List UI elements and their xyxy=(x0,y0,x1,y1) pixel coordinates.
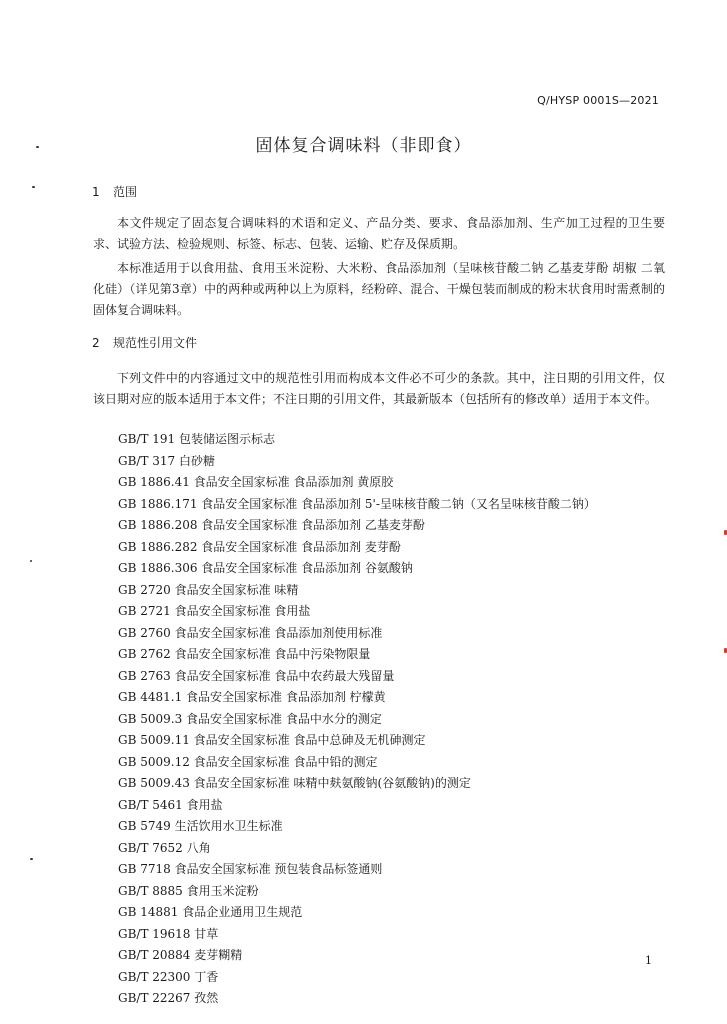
reference-item: GB 2760 食品安全国家标准 食品添加剂使用标准 xyxy=(118,625,383,640)
reference-item: GB/T 5461 食用盐 xyxy=(118,797,223,812)
reference-item: GB 5009.11 食品安全国家标准 食品中总砷及无机砷测定 xyxy=(118,733,426,747)
reference-item: GB 2763 食品安全国家标准 食品中农药最大残留量 xyxy=(118,668,395,683)
reference-item: GB 1886.41 食品安全国家标准 食品添加剂 黄原胶 xyxy=(118,475,394,489)
section-1-heading xyxy=(92,183,137,200)
reference-item: GB/T 19618 甘草 xyxy=(118,926,219,941)
scan-speck xyxy=(30,858,33,860)
reference-item: GB 5009.43 食品安全国家标准 味精中麸氨酸钠(谷氨酸钠)的测定 xyxy=(118,776,471,790)
document-title: 固体复合调味料（非即食） xyxy=(255,136,472,156)
reference-item: GB/T 7652 八角 xyxy=(118,840,211,855)
reference-item: GB 1886.208 食品安全国家标准 食品添加剂 乙基麦芽酚 xyxy=(118,518,425,532)
section-1-number: 1 xyxy=(92,185,100,199)
reference-item: GB 4481.1 食品安全国家标准 食品添加剂 柠檬黄 xyxy=(118,690,386,704)
section-2-number: 2 xyxy=(92,336,100,350)
reference-item: GB 1886.282 食品安全国家标准 食品添加剂 麦芽酚 xyxy=(118,539,401,554)
page-number: 1 xyxy=(645,954,652,967)
section-2-title: 规范性引用文件 xyxy=(113,336,198,350)
section-2-heading xyxy=(92,334,197,351)
scan-speck xyxy=(32,186,35,188)
reference-item: GB 1886.306 食品安全国家标准 食品添加剂 谷氨酸钠 xyxy=(118,561,413,575)
reference-item: GB/T 191 包装储运图示标志 xyxy=(118,432,275,446)
section-2-intro: 下列文件中的内容通过文中的规范性引用而构成本文件必不可少的条款。其中，注日期的引用文件，仅该日期对应的版本适用于本文件；不注日期的引用文件，其最新版本（包括所有的修改单）适用于本文件。 xyxy=(93,371,665,406)
reference-item: GB/T 22267 孜然 xyxy=(118,991,219,1005)
reference-item: GB/T 20884 麦芽糊精 xyxy=(118,948,243,962)
reference-list xyxy=(118,429,596,1010)
reference-item: GB 2721 食品安全国家标准 食用盐 xyxy=(118,604,311,618)
scan-speck xyxy=(36,146,39,148)
reference-item: GB/T 317 白砂糖 xyxy=(118,453,215,468)
reference-item: GB 1886.171 食品安全国家标准 食品添加剂 5'-呈味核苷酸二钠（又名呈味核苷酸二钠） xyxy=(118,496,596,511)
section-1-title: 范围 xyxy=(113,185,138,199)
section-1-paragraph-1: 本文件规定了固态复合调味料的术语和定义、产品分类、要求、食品添加剂、生产加工过程的卫生要求、试验方法、检验规则、标签、标志、包装、运输、贮存及保质期。 xyxy=(93,216,665,251)
reference-item: GB 2762 食品安全国家标准 食品中污染物限量 xyxy=(118,647,371,661)
document-code: Q/HYSP 0001S—2021 xyxy=(537,94,659,107)
reference-item: GB 2720 食品安全国家标准 味精 xyxy=(118,582,299,597)
reference-item: GB 7718 食品安全国家标准 预包装食品标签通则 xyxy=(118,862,383,876)
reference-item: GB 5749 生活饮用水卫生标准 xyxy=(118,819,283,833)
section-1-paragraph-2: 本标准适用于以食用盐、食用玉米淀粉、大米粉、食品添加剂（呈味核苷酸二钠 乙基麦芽酚 胡椒 二氧化硅）（详见第3章）中的两种或两种以上为原料，经粉碎、混合、干燥包装而制成的粉末状食用时需煮制的固体复合调味料。 xyxy=(93,261,665,317)
reference-item: GB 5009.12 食品安全国家标准 食品中铅的测定 xyxy=(118,754,378,769)
reference-item: GB 14881 食品企业通用卫生规范 xyxy=(118,905,303,919)
scan-speck xyxy=(30,560,32,562)
reference-item: GB/T 8885 食用玉米淀粉 xyxy=(118,883,259,898)
reference-item: GB 5009.3 食品安全国家标准 食品中水分的测定 xyxy=(118,711,382,726)
reference-item: GB/T 22300 丁香 xyxy=(118,969,219,984)
